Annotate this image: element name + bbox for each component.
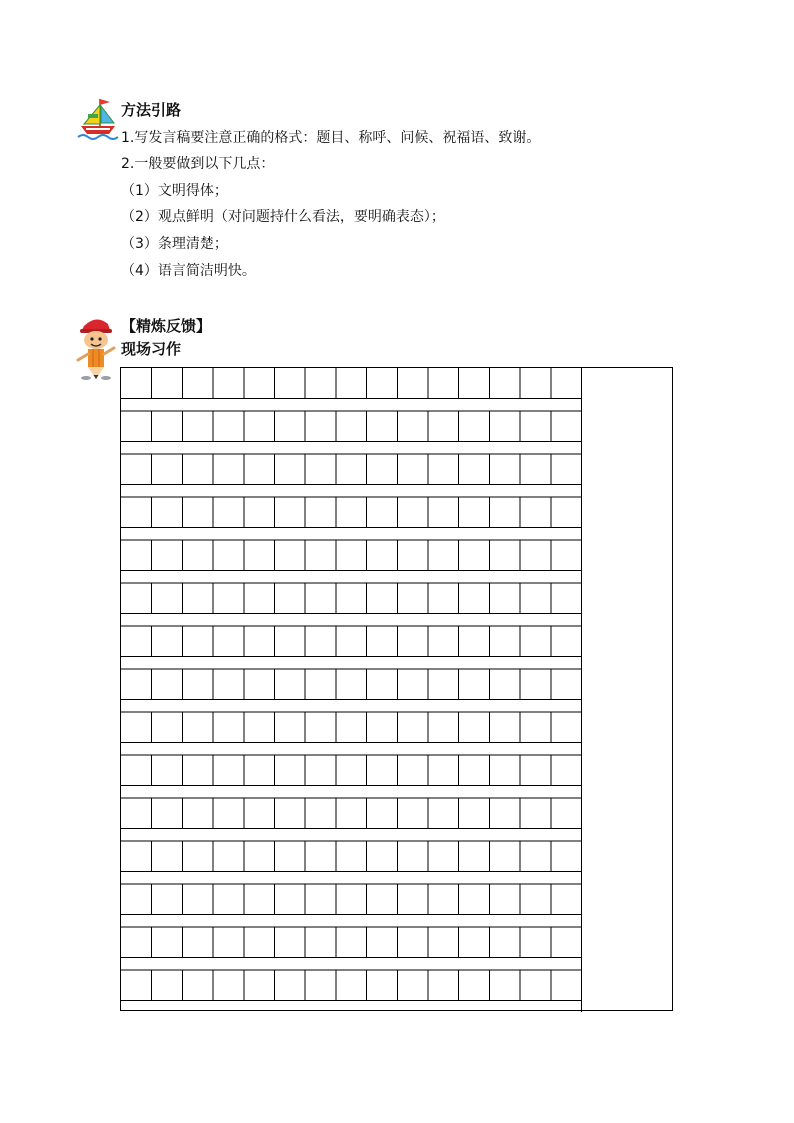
- grid-row: [121, 540, 582, 583]
- grid-row: [121, 970, 582, 1012]
- grid-row: [121, 411, 582, 454]
- grid-row: [121, 368, 582, 411]
- grid-row: [121, 755, 582, 798]
- feedback-subtitle: 现场习作: [121, 340, 182, 358]
- grid-row: [121, 884, 582, 927]
- pencil-character-icon: [74, 312, 120, 382]
- grid-row: [121, 798, 582, 841]
- grid-row: [121, 626, 582, 669]
- composition-grid: [120, 367, 673, 1011]
- grid-row: [121, 841, 582, 884]
- method-line-3: （1）文明得体；: [121, 183, 228, 199]
- composition-grid-lines: [121, 368, 674, 1012]
- feedback-title: 【精炼反馈】: [121, 317, 212, 335]
- method-title: 方法引路: [121, 101, 182, 119]
- grid-row: [121, 454, 582, 497]
- method-line-6: （4）语言简洁明快。: [121, 263, 256, 279]
- grid-row: [121, 712, 582, 755]
- method-line-1: 1.写发言稿要注意正确的格式：题目、称呼、问候、祝福语、致谢。: [121, 130, 541, 146]
- grid-row: [121, 497, 582, 540]
- method-line-5: （3）条理清楚；: [121, 236, 228, 252]
- grid-row: [121, 583, 582, 626]
- method-line-2: 2.一般要做到以下几点：: [121, 156, 275, 172]
- sailboat-icon: [76, 96, 120, 140]
- grid-row: [121, 927, 582, 970]
- method-line-4: （2）观点鲜明（对问题持什么看法，要明确表态）；: [121, 209, 445, 225]
- grid-row: [121, 669, 582, 712]
